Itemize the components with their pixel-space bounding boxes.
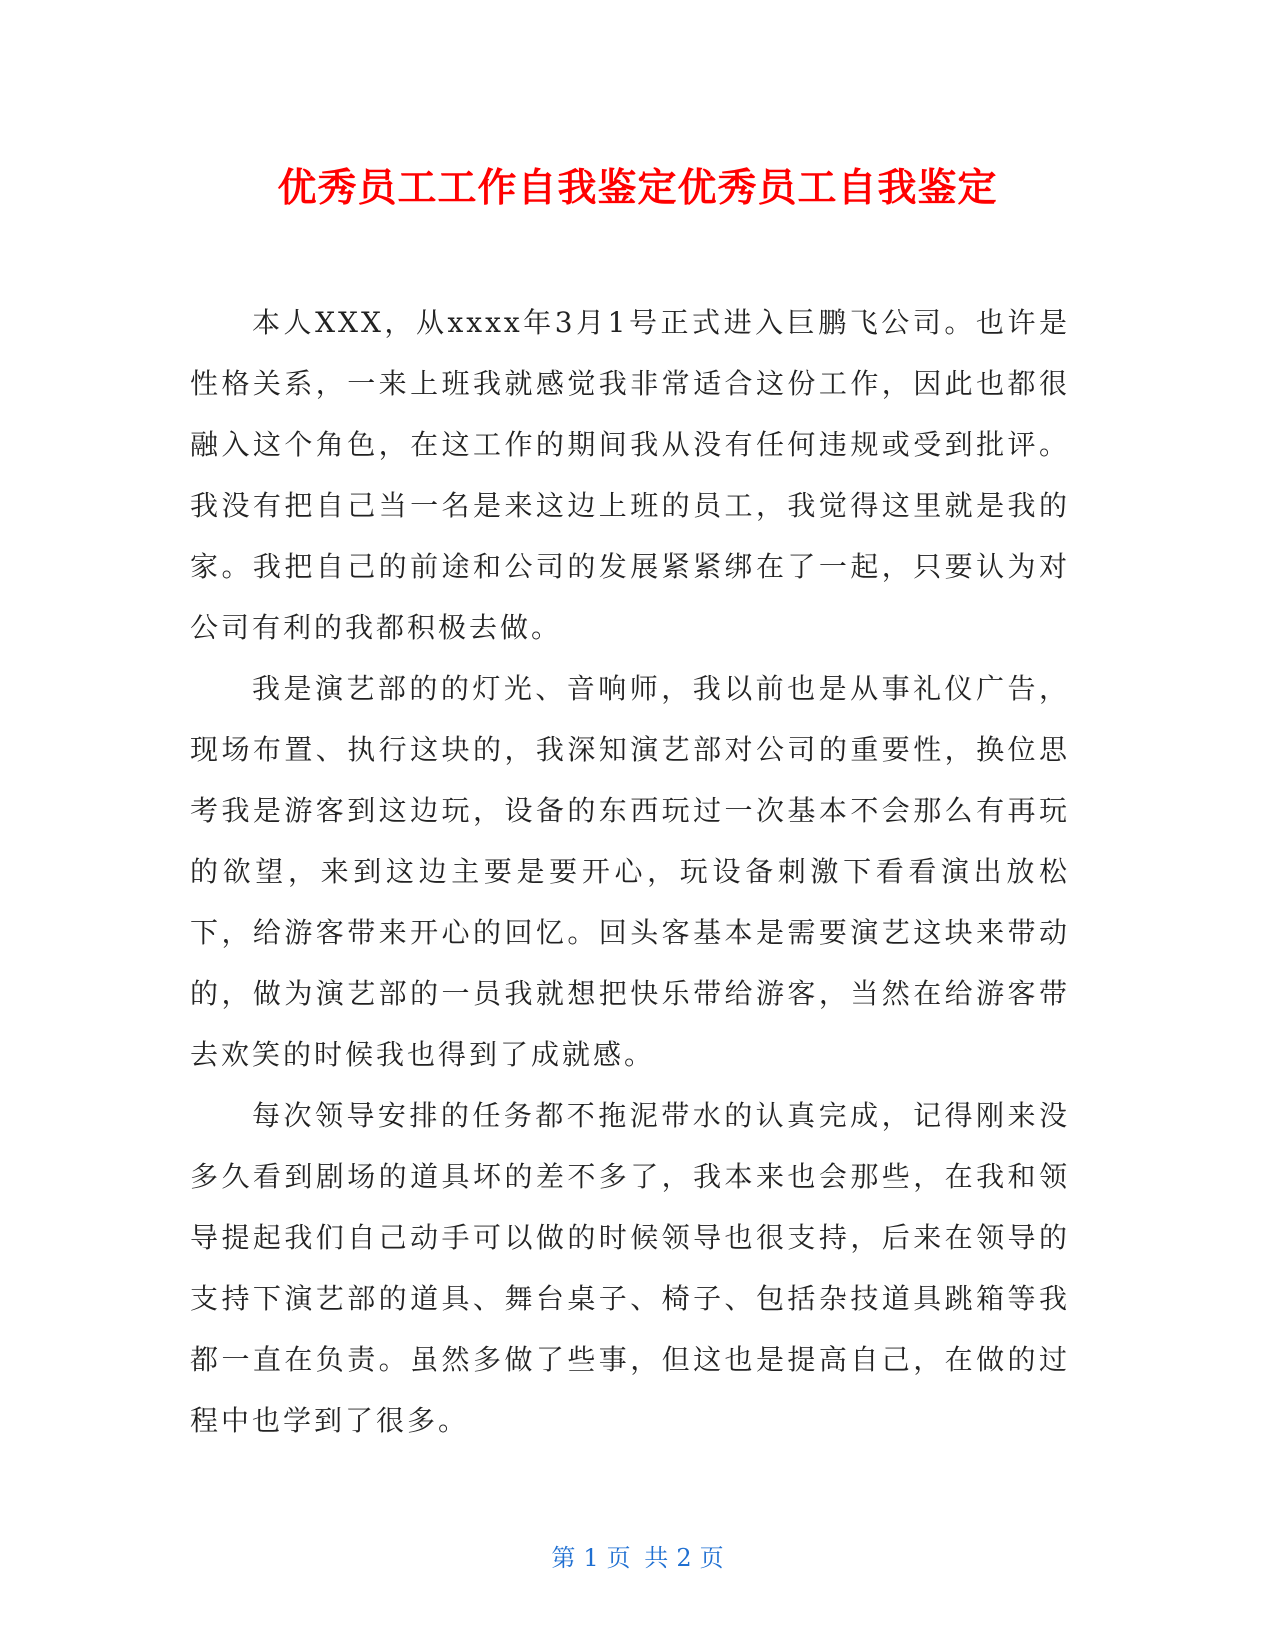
page-footer [0,1538,1275,1573]
paragraph-2: 我是演艺部的的灯光、音响师，我以前也是从事礼仪广告，现场布置、执行这块的，我深知演艺部对公司的重要性，换位思考我是游客到这边玩，设备的东西玩过一次基本不会那么有再玩的欲望，来到这边主要是要开心，玩设备刺激下看看演出放松下，给游客带来开心的回忆。回头客基本是需要演艺这块来带动的，做为演艺部的一员我就想把快乐带给游客，当然在给游客带去欢笑的时候我也得到了成就感。 [190,672,1070,1071]
footer-mid: 页 共 [606,1544,669,1572]
paragraph-3: 每次领导安排的任务都不拖泥带水的认真完成，记得刚来没多久看到剧场的道具坏的差不多了，我本来也会那些，在我和领导提起我们自己动手可以做的时候领导也很支持，后来在领导的支持下演艺部的道具、舞台桌子、椅子、包括杂技道具跳箱等我都一直在负责。虽然多做了些事，但这也是提高自己，在做的过程中也学到了很多。 [190,1099,1070,1437]
paragraph-1: 本人XXX，从xxxx年3月1号正式进入巨鹏飞公司。也许是性格关系，一来上班我就感觉我非常适合这份工作，因此也都很融入这个角色，在这工作的期间我从没有任何违规或受到批评。我没有把自己当一名是来这边上班的员工，我觉得这里就是我的家。我把自己的前途和公司的发展紧紧绑在了一起，只要认为对公司有利的我都积极去做。 [190,306,1070,644]
footer-total-pages: 2 [676,1544,692,1572]
document-title: 优秀员工工作自我鉴定优秀员工自我鉴定 [277,166,998,211]
document-body [190,292,1070,1451]
footer-current-page: 1 [583,1544,599,1572]
footer-suffix: 页 [699,1544,724,1572]
footer-prefix: 第 [551,1544,576,1572]
